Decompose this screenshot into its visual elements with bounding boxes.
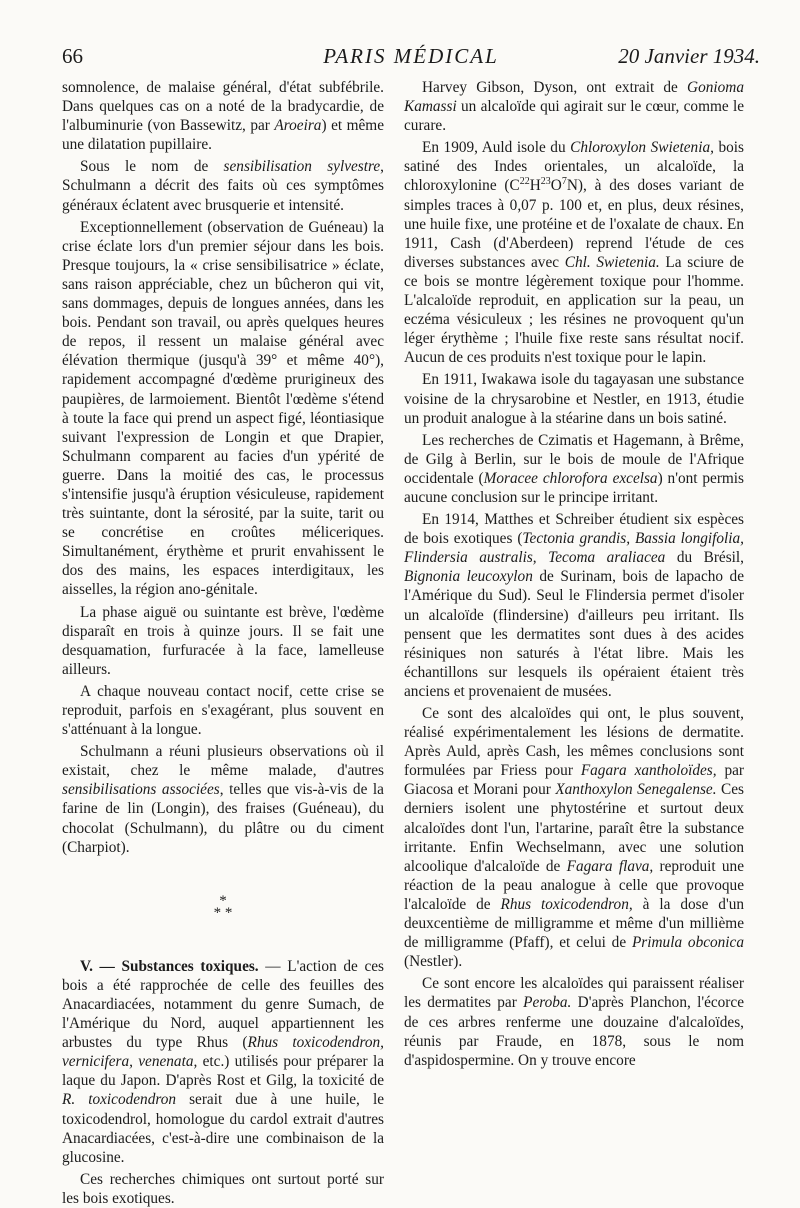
section-heading: V. — Substances toxiques. <box>80 957 259 975</box>
page-number: 66 <box>62 44 83 68</box>
paragraph: somnolence, de malaise général, d'état subfébrile. Dans quelques cas on a noté de la bradycardie, de l'albuminurie (von Bassewitz, par Aroeira) et même une dilatation pupillaire. <box>62 79 384 154</box>
paragraph: Harvey Gibson, Dyson, ont extrait de Gonioma Kamassi un alcaloïde qui agirait sur le cœur, comme le curare. <box>404 79 744 135</box>
paragraph: Ce sont encore les alcaloïdes qui paraissent réaliser les dermatites par Peroba. D'après Planchon, l'écorce de ces arbres renferme une douzaine d'alcaloïdes, réunis par Fraude, en 1878, sous le nom d'aspidospermine. On y trouve encore <box>404 975 744 1069</box>
paragraph: Exceptionnellement (observation de Guéneau) la crise éclate lors d'un premier séjour dans les bois. Presque toujours, la « crise sensibilisatrice » éclate, sans raison appréciable, chez un bûcheron qui vit, sans dommages, depuis de longues années, dans les bois. Pendant son travail, ou après quelques heures de repos, il ressent un malaise général avec élévation thermique (jusqu'à 39° et même 40°), rapidement accompagné d'œdème prurigineux des paupières, de larmoiement. Bientôt l'œdème s'étend à toute la face qui prend un aspect figé, léontiasique suivant l'expression de Longin et que Drapier, Schulmann comparent au facies d'un ypérité de guerre. Dans la moitié des cas, le processus s'intensifie jusqu'à éruption vésiculeuse, rapidement très suintante, dont la sérosité, par la suite, tarit ou se concrétise en croûtes méliceriques. Simultanément, érythème et prurit envahissent le dos des mains, les espaces interdigitaux, les aisselles, la région ano-génitale. <box>62 218 384 599</box>
paragraph: Les recherches de Czimatis et Hagemann, à Brême, de Gilg à Berlin, sur le bois de moule de l'Afrique occidentale (Moracee chlorofora excelsa) n'ont permis aucune conclusion sur le principe irritant. <box>404 431 745 506</box>
paragraph: En 1911, Iwakawa isole du tagayasan une substance voisine de la chrysarobine et Nestler, en 1913, étudie un produit analogue à la stéarine dans un bois satiné. <box>404 371 744 427</box>
section-separator: * * * <box>213 892 233 921</box>
page-header <box>62 44 760 74</box>
paragraph: A chaque nouveau contact nocif, cette crise se reproduit, parfois en s'exagérant, plus souvent en s'atténuant à la longue. <box>62 682 384 739</box>
left-column <box>62 78 384 1208</box>
paragraph: En 1914, Matthes et Schreiber étudient six espèces de bois exotiques (Tectonia grandis, Bassia longifolia, Flindersia australis, Tecoma araliacea du Brésil, Bignonia leucoxylon de Surinam, bois de lapacho de l'Amérique du Sud). Seul le Flindersia permet d'isoler un alcaloïde (flindersine) d'ailleurs peu irritant. Ils pensent que les dermatites sont dues à des acides résiniques non saturés à l'état libre. Mais les échantillons sur lesquels ils opéraient étaient très anciens et provenaient de musées. <box>404 511 744 700</box>
paragraph: En 1909, Auld isole du Chloroxylon Swietenia, bois satiné des Indes orientales, un alcaloïde, la chloroxylonine $(C^{22}H^{23}O^7N)$, à des doses variant de simples traces à 0,07 p. 100 et, en plus, deux résines, une huile fixe, une protéine et de l'oxalate de chaux. En 1911, Cash (d'Aberdeen) reprend l'étude de ces diverses substances avec Chl. Swietenia. La sciure de ce bois se montre légèrement toxique pour l'homme. L'alcaloïde reproduit, en application sur la peau, un eczéma vésiculeux ; les résines ne provoquent qu'un léger érythème ; l'huile fixe reste sans résultat nocif. Aucun de ces produits n'est toxique pour le lapin. <box>404 139 744 367</box>
section-paragraph: V. — Substances toxiques. — L'action de ces bois a été rapprochée de celle des feuilles des Anacardiacées, notamment du genre Sumach, de l'Amérique du Nord, auquel appartiennent les arbustes du type Rhus (Rhus toxicodendron, vernicifera, venenata, etc.) utilisés pour préparer la laque du Japon. D'après Rost et Gilg, la toxicité de R. toxicodendron serait due à une huile, le toxicodendrol, homologue du cardol extrait d'autres Anacardiacées, c'est-à-dire une combinaison de la glucosine. <box>62 957 384 1166</box>
paragraph: Ce sont des alcaloïdes qui ont, le plus souvent, réalisé expérimentalement les lésions de dermatite. Après Auld, après Cash, les mêmes conclusions sont formulées par Friess pour Fagara xantholoïdes, par Giacosa et Morani pour Xanthoxylon Senegalense. Ces derniers isolent une phytostérine et surtout deux alcaloïdes dont l'un, l'artarine, paraît être la substance irritante. Enfin Wechselmann, avec une solution alcoolique d'alcaloïde de Fagara flava, reproduit une réaction de la peau analogue à celle que provoque l'alcaloïde de Rhus toxicodendron, à la dose d'un deuxcentième de milligramme et même d'un millième de milligramme (Pfaff), et celui de Primula obconica (Nestler). <box>404 705 745 971</box>
right-column <box>404 78 744 1070</box>
paragraph: La phase aiguë ou suintante est brève, l'œdème disparaît en trois à quinze jours. Il se fait une desquamation, furfuracée à la face, lamelleuse ailleurs. <box>62 603 384 678</box>
journal-title: PARIS MÉDICAL <box>323 44 499 68</box>
paragraph: Sous le nom de sensibilisation sylvestre, Schulmann a décrit des faits où ces symptômes généraux éclatent avec brusquerie et intensité. <box>62 158 384 214</box>
paragraph: Ces recherches chimiques ont surtout porté sur les bois exotiques. <box>62 1170 384 1207</box>
paragraph: Schulmann a réuni plusieurs observations où il existait, chez le même malade, d'autres sensibilisations associées, telles que vis-à-vis de la farine de lin (Longin), des fraises (Guéneau), du chocolat (Schulmann), du plâtre ou du ciment (Charpiot). <box>62 743 384 856</box>
issue-date: 20 Janvier 1934. <box>618 44 760 68</box>
